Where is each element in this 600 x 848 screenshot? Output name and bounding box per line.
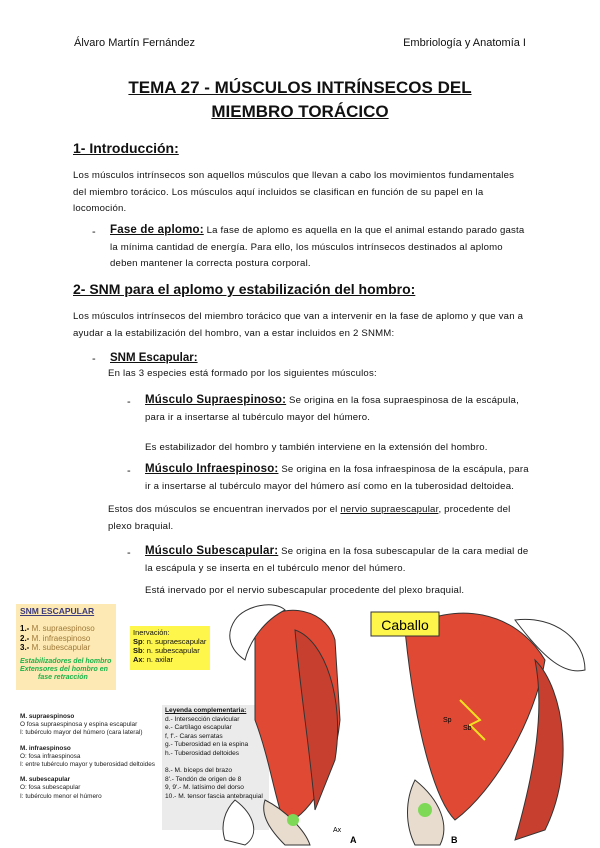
section2-paragraph: Los músculos intrínsecos del miembro torácico que van a intervenir en la fase de aplomo y que van a ayudar a la estabilización del hombro, van a estar incluidos en 2 SNMM: xyxy=(73,311,524,339)
label-sb: Sb xyxy=(463,725,472,732)
bullet-aplomo: Fase de aplomo: La fase de aplomo es aquella en la que el animal estando parado gasta la mínima cantidad de energía. Para ello, los músculos intrínsecos destinados al aplomo deben mantener la correcta postura corporal. xyxy=(110,224,525,269)
legend-box: Leyenda complementaria: d.- Intersección clavicular e.- Cartílago escapular f, f'.- Caras serratas g.- Tuberosidad en la espina h.- Tuberosidad deltoides 8.- M. bíceps del brazo 8'.- Tendón de origen de 8 9, 9'.- M. latísimo del dorso 10.- M. tensor fascia antebraquial xyxy=(162,705,269,830)
innervation-paragraph: Estos dos músculos se encuentran inervados por el nervio supraescapular, procedente del plexo braquial. xyxy=(108,504,511,532)
term-aplomo: Fase de aplomo: xyxy=(110,224,204,236)
label-ax: Ax xyxy=(333,827,342,834)
header-author: Álvaro Martín Fernández xyxy=(74,37,196,49)
snm-intro: En las 3 especies está formado por los siguientes músculos: xyxy=(108,368,377,379)
label-a: A xyxy=(350,835,357,845)
bullet-dash: - xyxy=(92,353,96,365)
label-b: B xyxy=(451,835,458,845)
species-label: Caballo xyxy=(381,617,429,633)
inervacion-box: Inervación: Sp: n. supraescapular Sb: n. subescapular Ax: n. axilar xyxy=(130,626,210,670)
header-subject: Embriología y Anatomía I xyxy=(403,37,526,49)
muscle-supraespinoso: Músculo Supraespinoso: Se origina en la fosa supraespinosa de la escápula, para ir a insertarse al tubérculo mayor del húmero. Es estabilizador del hombro y también interviene en la extensión del hombro. xyxy=(145,394,519,453)
snm-escapular-box: SNM ESCAPULAR 1.- M. supraespinoso 2.- M. infraespinoso 3.- M. subescapular Estabilizadores del hombro Extensores del hombro en fase retracción xyxy=(16,604,116,690)
bullet-dash: - xyxy=(127,547,131,559)
label-sp: Sp xyxy=(443,717,452,724)
muscle-infraespinoso: Músculo Infraespinoso: Se origina en la fosa infraespinosa de la escápula, para ir a insertarse al tubérculo mayor del húmero así como en la tuberosidad deltoidea. xyxy=(145,463,529,492)
intro-paragraph: Los músculos intrínsecos son aquellos músculos que llevan a cabo los movimientos fundamentales del miembro torácico. Los músculos aquí incluidos se clasifican en función de su papel en la locomoción. xyxy=(73,170,515,214)
bullet-dash: - xyxy=(127,396,131,408)
snm-escapular-heading: SNM Escapular: xyxy=(110,352,198,364)
page-title xyxy=(0,76,600,124)
anatomy-illustration xyxy=(215,600,600,848)
title-line2: MIEMBRO TORÁCICO xyxy=(211,102,389,121)
bullet-dash: - xyxy=(127,465,131,477)
title-line1: TEMA 27 - MÚSCULOS INTRÍNSECOS DEL xyxy=(128,78,472,97)
section2-heading: 2- SNM para el aplomo y estabilización del hombro: xyxy=(73,281,416,297)
section1-heading: 1- Introducción: xyxy=(73,140,179,156)
bullet-dash: - xyxy=(92,226,96,238)
muscle-summary: M. supraespinoso O fosa supraespinosa y espina escapular I: tubérculo mayor del húmero (cara lateral) M. infraespinoso O: fosa infraespinosa I: entre tubérculo mayor y tuberosidad deltoides M. subescapular O: fosa subescapular I: tubérculo menor el húmero xyxy=(20,713,155,800)
nervio-link: nervio supraescapular xyxy=(340,504,439,515)
muscle-subescapular: Músculo Subescapular: Se origina en la fosa subescapular de la cara medial de la escápula y se inserta en el tubérculo menor del húmero. Está inervado por el nervio subescapular procedente del plexo braquial. xyxy=(145,545,529,596)
